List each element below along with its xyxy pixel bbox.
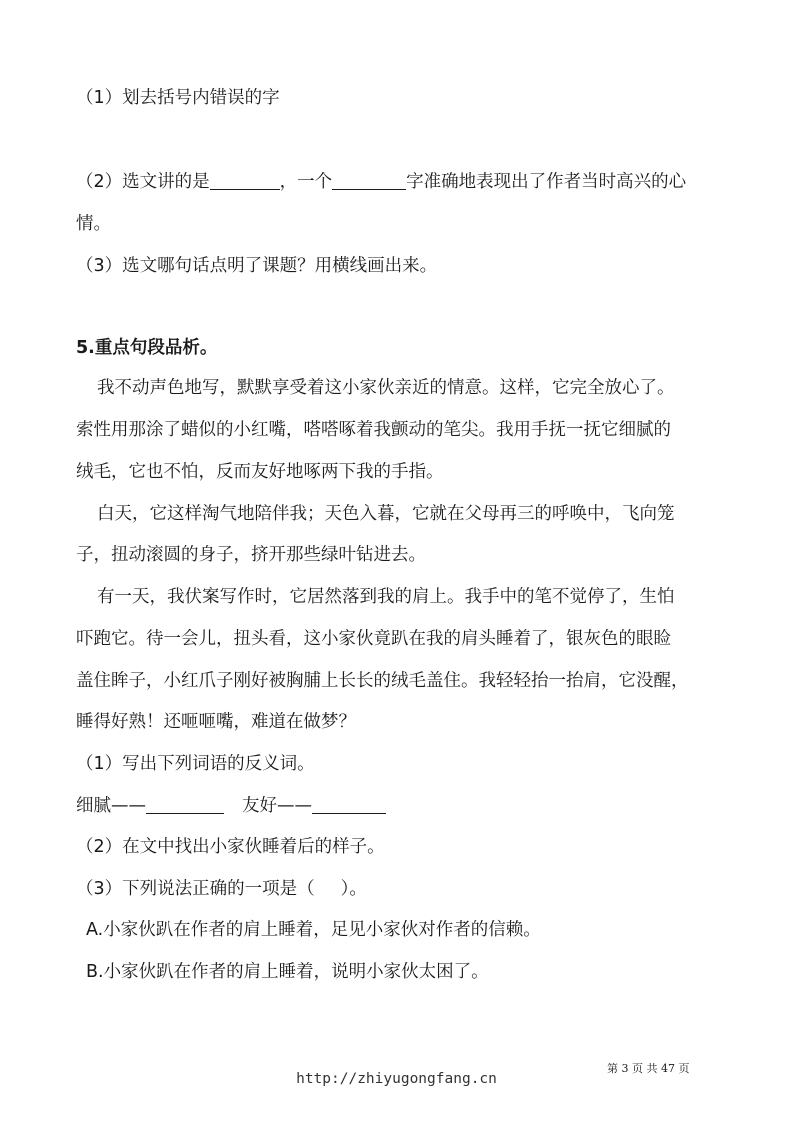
passage-line: 睡得好熟！还咂咂嘴，难道在做梦？ (76, 712, 356, 732)
passage-line: 索性用那涂了蜡似的小红嘴，嗒嗒啄着我颤动的笔尖。我用手抚一抚它细腻的 (76, 420, 671, 440)
passage-line: 子，扭动滚圆的身子，挤开那些绿叶钻进去。 (76, 545, 426, 565)
passage-line: 我不动声色地写，默默享受着这小家伙亲近的情意。这样，它完全放心了。 (97, 378, 675, 398)
answer-blank[interactable] (312, 795, 386, 814)
q5-sub3 (76, 877, 367, 901)
passage-line: 白天，它这样淘气地陪伴我；天色入暮，它就在父母再三的呼唤中，飞向笼 (97, 504, 675, 524)
passage-line: 绒毛，它也不怕，反而友好地啄两下我的手指。 (76, 462, 444, 482)
passage-line: 盖住眸子，小红爪子刚好被胸脯上长长的绒毛盖住。我轻轻抬一抬肩，它没醒， (76, 671, 689, 691)
antonym-word-2: 友好—— (242, 796, 312, 816)
q5-sub3-part1: （3）下列说法正确的一项是（ (76, 879, 315, 899)
footer-url[interactable]: http://zhiyugongfang.cn (296, 1071, 497, 1087)
answer-blank[interactable] (146, 795, 224, 814)
q5-sub3-part2: ）。 (340, 879, 367, 899)
q4-sub1: （1）划去括号内错误的字 (76, 88, 280, 108)
passage-line: 吓跑它。待一会儿，扭头看，这小家伙竟趴在我的肩头睡着了，银灰色的眼睑 (76, 629, 671, 649)
q5-heading: 5.重点句段品析。 (76, 338, 218, 358)
antonym-word-1: 细腻—— (76, 796, 146, 816)
option-a: A.小家伙趴在作者的肩上睡着，足见小家伙对作者的信赖。 (86, 920, 541, 940)
answer-blank[interactable] (332, 171, 406, 190)
q4-sub2-part1: （2）选文讲的是 (76, 172, 210, 192)
q5-sub2: （2）在文中找出小家伙睡着后的样子。 (76, 837, 385, 857)
passage-line: 有一天，我伏案写作时，它居然落到我的肩上。我手中的笔不觉停了，生怕 (97, 587, 675, 607)
answer-blank[interactable] (210, 171, 280, 190)
page-number: 第 3 页 共 47 页 (607, 1062, 690, 1075)
q4-sub2-part3: 字准确地表现出了作者当时高兴的心 (406, 172, 687, 192)
q4-sub3: （3）选文哪句话点明了课题？用横线画出来。 (76, 256, 438, 276)
option-b: B.小家伙趴在作者的肩上睡着，说明小家伙太困了。 (86, 962, 489, 982)
antonym-row (76, 794, 386, 818)
q4-sub2-continuation: 情。 (76, 214, 111, 234)
q4-sub2 (76, 170, 686, 194)
q5-sub1: （1）写出下列词语的反义词。 (76, 754, 315, 774)
q4-sub2-part2: ，一个 (279, 172, 333, 192)
